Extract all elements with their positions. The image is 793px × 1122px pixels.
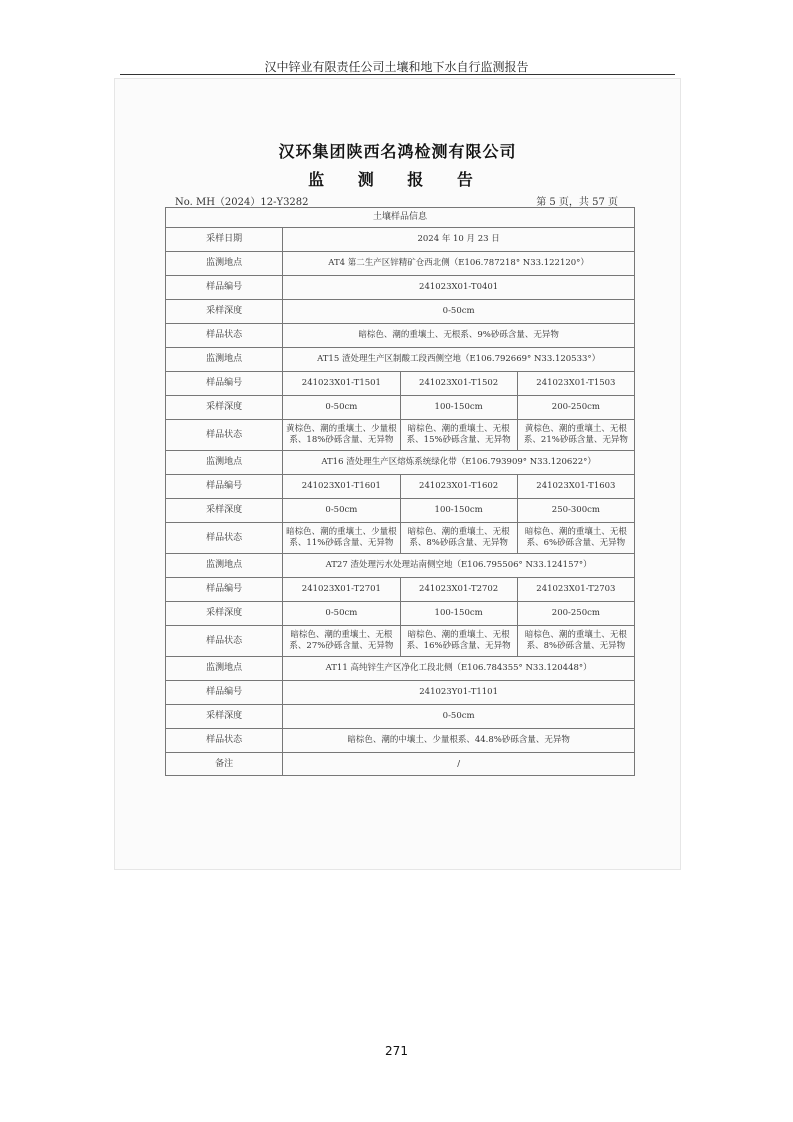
row-label: 样品状态: [166, 523, 283, 554]
row-label: 监测地点: [166, 657, 283, 681]
sample-depth: 200-250cm: [517, 602, 634, 626]
sample-state: 黄棕色、潮的重壤土、少量根系、18%砂砾含量、无异物: [283, 420, 400, 451]
table-row: [166, 602, 635, 626]
table-row: [166, 228, 635, 252]
sample-id: 241023X01-T1503: [517, 372, 634, 396]
site-location: AT15 渣处理生产区制酸工段西侧空地（E106.792669° N33.120533°）: [283, 348, 635, 372]
table-row: [166, 499, 635, 523]
row-label: 监测地点: [166, 451, 283, 475]
row-label: 样品编号: [166, 372, 283, 396]
table-row: [166, 705, 635, 729]
table-row: [166, 578, 635, 602]
sample-depth: 100-150cm: [400, 499, 517, 523]
row-label: 样品状态: [166, 729, 283, 753]
row-label: 监测地点: [166, 252, 283, 276]
sample-state: 黄棕色、潮的重壤土、无根系、21%砂砾含量、无异物: [517, 420, 634, 451]
sample-id: 241023Y01-T1101: [283, 681, 635, 705]
site-location: AT11 高纯锌生产区净化工段北侧（E106.784355° N33.120448°）: [283, 657, 635, 681]
row-label: 采样深度: [166, 499, 283, 523]
sample-depth: 100-150cm: [400, 602, 517, 626]
table-row: [166, 554, 635, 578]
section-title: 土壤样品信息: [166, 208, 635, 228]
page-number: 271: [385, 1044, 408, 1058]
page-count: 第 5 页，共 57 页: [536, 197, 618, 208]
table-row: [166, 753, 635, 776]
sample-state: 暗棕色、潮的重壤土、无根系、15%砂砾含量、无异物: [400, 420, 517, 451]
sample-id: 241023X01-T1602: [400, 475, 517, 499]
site-location: AT4 第二生产区锌精矿仓西北侧（E106.787218° N33.122120°）: [283, 252, 635, 276]
row-label: 监测地点: [166, 348, 283, 372]
row-label: 备注: [166, 753, 283, 776]
table-row: [166, 420, 635, 451]
sample-id: 241023X01-T2702: [400, 578, 517, 602]
row-label: 样品编号: [166, 276, 283, 300]
sample-id: 241023X01-T0401: [283, 276, 635, 300]
table-row: [166, 523, 635, 554]
sample-depth: 0-50cm: [283, 705, 635, 729]
table-row: [166, 396, 635, 420]
table-row: [166, 475, 635, 499]
sample-state: 暗棕色、潮的重壤土、无根系、6%砂砾含量、无异物: [517, 523, 634, 554]
table-row: [166, 729, 635, 753]
report-number: No. MH（2024）12-Y3282: [175, 197, 309, 208]
sample-state: 暗棕色、潮的重壤土、无根系、8%砂砾含量、无异物: [517, 626, 634, 657]
scanned-report-page: [114, 78, 681, 870]
table-row: [166, 657, 635, 681]
sample-id: 241023X01-T2701: [283, 578, 400, 602]
report-title: 监 测 报 告: [308, 170, 487, 189]
row-label: 采样日期: [166, 228, 283, 252]
table-row: [166, 626, 635, 657]
row-label: 样品编号: [166, 475, 283, 499]
row-label: 样品编号: [166, 681, 283, 705]
sample-state: 暗棕色、潮的重壤土、无根系、27%砂砾含量、无异物: [283, 626, 400, 657]
row-label: 样品状态: [166, 626, 283, 657]
sample-depth: 0-50cm: [283, 300, 635, 324]
sampling-date-value: 2024 年 10 月 23 日: [283, 228, 635, 252]
table-row: [166, 276, 635, 300]
sample-state: 暗棕色、潮的重壤土、少量根系、11%砂砾含量、无异物: [283, 523, 400, 554]
row-label: 样品编号: [166, 578, 283, 602]
table-row: [166, 300, 635, 324]
soil-sample-table: [165, 207, 635, 776]
row-label: 监测地点: [166, 554, 283, 578]
table-row: [166, 324, 635, 348]
row-label: 采样深度: [166, 705, 283, 729]
sample-depth: 0-50cm: [283, 499, 400, 523]
running-header: 汉中锌业有限责任公司土壤和地下水自行监测报告: [264, 60, 529, 74]
remark-value: /: [283, 753, 635, 776]
sample-depth: 200-250cm: [517, 396, 634, 420]
sample-id: 241023X01-T2703: [517, 578, 634, 602]
sample-depth: 100-150cm: [400, 396, 517, 420]
row-label: 样品状态: [166, 324, 283, 348]
sample-state: 暗棕色、潮的重壤土、无根系、8%砂砾含量、无异物: [400, 523, 517, 554]
site-location: AT16 渣处理生产区熔炼系统绿化带（E106.793909° N33.120622°）: [283, 451, 635, 475]
table-row: [166, 372, 635, 396]
table-row: [166, 451, 635, 475]
sample-depth: 0-50cm: [283, 602, 400, 626]
table-row: [166, 348, 635, 372]
sample-id: 241023X01-T1501: [283, 372, 400, 396]
sample-state: 暗棕色、潮的重壤土、无根系、16%砂砾含量、无异物: [400, 626, 517, 657]
sample-state: 暗棕色、潮的中壤土、少量根系、44.8%砂砾含量、无异物: [283, 729, 635, 753]
site-location: AT27 渣处理污水处理站南侧空地（E106.795506° N33.124157°）: [283, 554, 635, 578]
sample-id: 241023X01-T1603: [517, 475, 634, 499]
sample-depth: 0-50cm: [283, 396, 400, 420]
table-section-row: [166, 208, 635, 228]
row-label: 采样深度: [166, 300, 283, 324]
table-row: [166, 681, 635, 705]
sample-depth: 250-300cm: [517, 499, 634, 523]
sample-state: 暗棕色、潮的重壤土、无根系、9%砂砾含量、无异物: [283, 324, 635, 348]
sample-id: 241023X01-T1502: [400, 372, 517, 396]
row-label: 样品状态: [166, 420, 283, 451]
company-name: 汉环集团陕西名鸿检测有限公司: [278, 142, 517, 161]
header-rule: [120, 74, 675, 75]
row-label: 采样深度: [166, 396, 283, 420]
sample-id: 241023X01-T1601: [283, 475, 400, 499]
table-row: [166, 252, 635, 276]
row-label: 采样深度: [166, 602, 283, 626]
